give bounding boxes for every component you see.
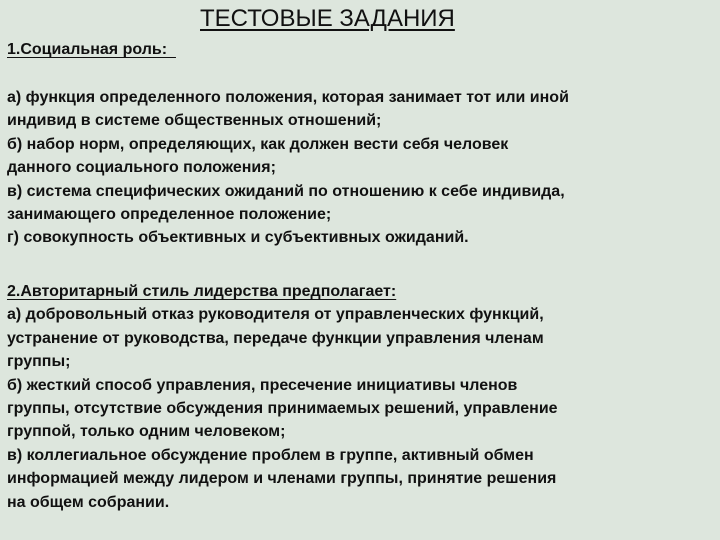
question-1-answers	[7, 86, 717, 250]
answer-line: а) функция определенного положения, которая занимает тот или иной	[7, 89, 569, 106]
answer-line: информацией между лидером и членами группы, принятие решения	[7, 470, 557, 488]
answer-line: занимающего определенное положение;	[7, 206, 332, 224]
answer-line: в) система специфических ожиданий по отношению к себе индивида,	[7, 182, 565, 200]
answer-line: на общем собрании.	[7, 493, 170, 511]
answer-line: группы, отсутствие обсуждения принимаемых решений, управление	[7, 400, 558, 418]
question-1-heading: 1.Социальная роль:	[7, 41, 176, 58]
question-2-heading: 2.Авторитарный стиль лидерства предполагает:	[7, 283, 397, 300]
page-title: ТЕСТОВЫЕ ЗАДАНИЯ	[200, 5, 455, 32]
answer-line: индивид в системе общественных отношений;	[7, 112, 382, 130]
answer-line: группы;	[7, 353, 71, 371]
answer-line: г) совокупность объективных и субъективных ожиданий.	[7, 229, 469, 247]
question-2-block	[7, 280, 717, 514]
answer-line: а) добровольный отказ руководителя от управленческих функций,	[7, 306, 544, 324]
answer-line: данного социального положения;	[7, 159, 276, 177]
answer-line: б) набор норм, определяющих, как должен вести себя человек	[7, 135, 509, 153]
answer-line: б) жесткий способ управления, пресечение инициативы членов	[7, 376, 518, 394]
answer-line: группой, только одним человеком;	[7, 423, 286, 441]
answer-line: в) коллегиальное обсуждение проблем в группе, активный обмен	[7, 446, 534, 464]
answer-line: устранение от руководства, передаче функции управления членам	[7, 329, 544, 347]
